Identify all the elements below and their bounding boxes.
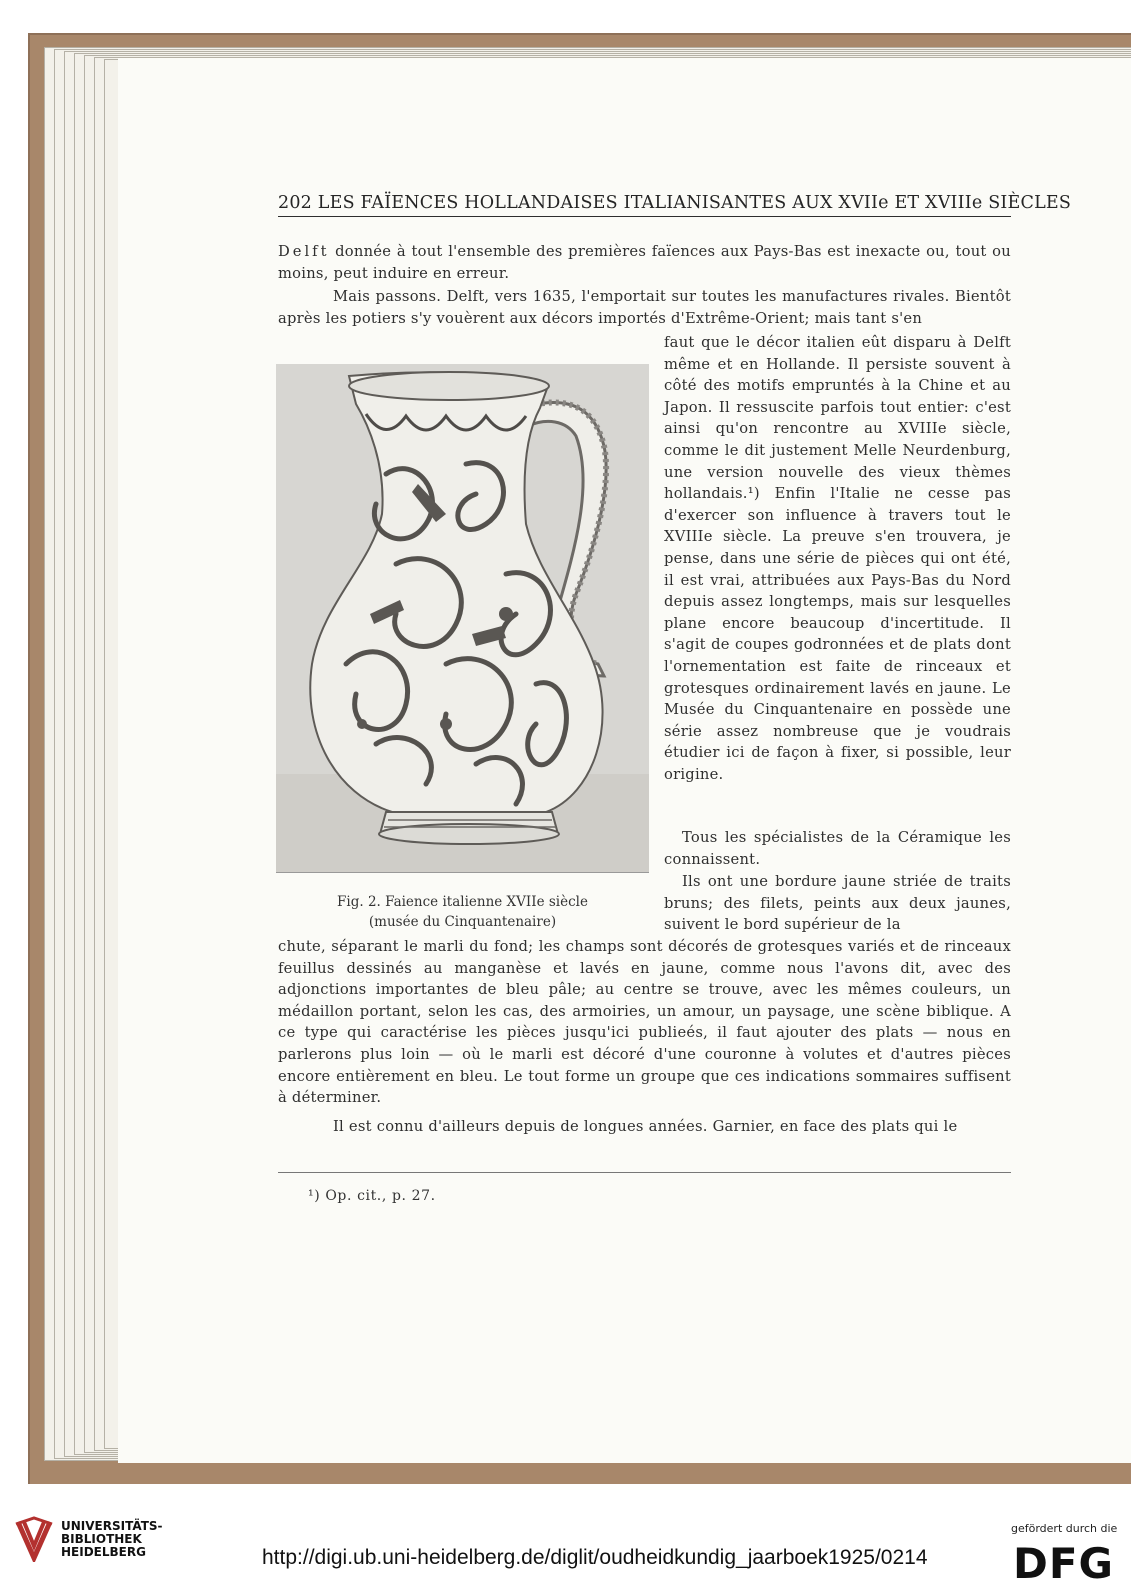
source-url-link[interactable]: http://digi.ub.uni-heidelberg.de/diglit/oudheidkundig_jaarboek1925/0214 — [262, 1546, 928, 1569]
caption-line-1: Fig. 2. Faience italienne XVIIe siècle — [337, 894, 588, 910]
dfg-logo[interactable]: DFG — [1013, 1539, 1115, 1588]
paragraph-1-text: donnée à tout l'ensemble des premières faïences aux Pays-Bas est inexacte ou, tout ou moins, peut induire en erreur. — [278, 243, 1011, 282]
library-logo[interactable] — [14, 1516, 163, 1562]
library-name — [61, 1520, 163, 1559]
jug-photo-illustration — [276, 364, 649, 872]
footnote: ¹) Op. cit., p. 27. — [308, 1188, 436, 1204]
figure-photo — [276, 364, 649, 873]
column-paragraph-3: Tous les spécialistes de la Céramique les connaissent. — [664, 829, 1011, 868]
paragraph-1 — [278, 241, 1011, 284]
page-number: 202 — [278, 193, 313, 213]
figure-caption — [276, 892, 649, 932]
running-header — [278, 193, 1072, 217]
paragraph-2-intro: Mais passons. Delft, vers 1635, l'emportait sur toutes les manufactures rivales. Bientôt après les potiers s'y vouèrent aux décors importés d'Extrême-Orient; mais tant s'en — [278, 288, 1011, 327]
paragraph-5: Il est connu d'ailleurs depuis de longues années. Garnier, en face des plats qui le — [333, 1118, 958, 1135]
sponsor-label: gefördert durch die — [1011, 1522, 1118, 1535]
library-emblem-icon — [14, 1516, 54, 1562]
caption-line-2: (musée du Cinquantenaire) — [368, 914, 557, 930]
column-paragraph-2: faut que le décor italien eût disparu à Delft même et en Hollande. Il persiste souvent à côté des motifs empruntés à la Chine et au Japon. Il ressuscite parfois tout entier: c'est ainsi qu'on rencontre au XVIIIe siècle, comme le dit justement Melle Neurdenburg, une version nouvelle des vieux thèmes hollandais.¹) Enfin l'Italie ne cesse pas d'exercer son influence à travers tout le XVIIIe siècle. La preuve s'en trouvera, je pense, dans une série de pièces qui ont été, il est vrai, attribuées aux Pays-Bas du Nord depuis assez longtemps, mais sur lesquelles plane encore beaucoup d'incertitude. Il s'agit de coupes godronnées et de plats dont l'ornementation est faite de rinceaux et grotesques ordinairement lavés en jaune. Le Musée du Cinquantenaire en possède une série assez nombreuse que je voudrais étudier ici de façon à fixer, si possible, leur origine. — [664, 334, 1011, 783]
paragraph-4-continued: chute, séparant le marli du fond; les champs sont décorés de grotesques variés et de rinceaux feuillus dessinés au manganèse et lavés en jaune, comme nous l'avons dit, avec des adjonctions importantes de bleu pâle; au centre se trouve, avec les mêmes couleurs, un médaillon portant, selon les cas, des armoiries, un amour, un paysage, une scène biblique. A ce type qui caractérise les pièces jusqu'ici publieés, il faut ajouter des plats — nous en parlerons plus loin — où le marli est décoré d'une couronne à volutes et d'autres pièces encore entièrement en bleu. Le tout forme un groupe que ces indications sommaires suffisent à déterminer. — [278, 938, 1011, 1107]
library-line-1: UNIVERSITÄTS- — [61, 1518, 163, 1533]
footnote-divider — [278, 1172, 1011, 1173]
library-line-3: HEIDELBERG — [61, 1544, 146, 1559]
library-line-2: BIBLIOTHEK — [61, 1531, 142, 1546]
running-title: LES FAÏENCES HOLLANDAISES ITALIANISANTES AUX XVIIe ET XVIIIe SIÈCLES — [317, 193, 1072, 213]
column-paragraph-4: Ils ont une bordure jaune striée de traits bruns; des filets, peints aux deux jaunes, suivent le bord supérieur de la — [664, 873, 1011, 934]
spaced-word: Delft — [278, 243, 330, 260]
